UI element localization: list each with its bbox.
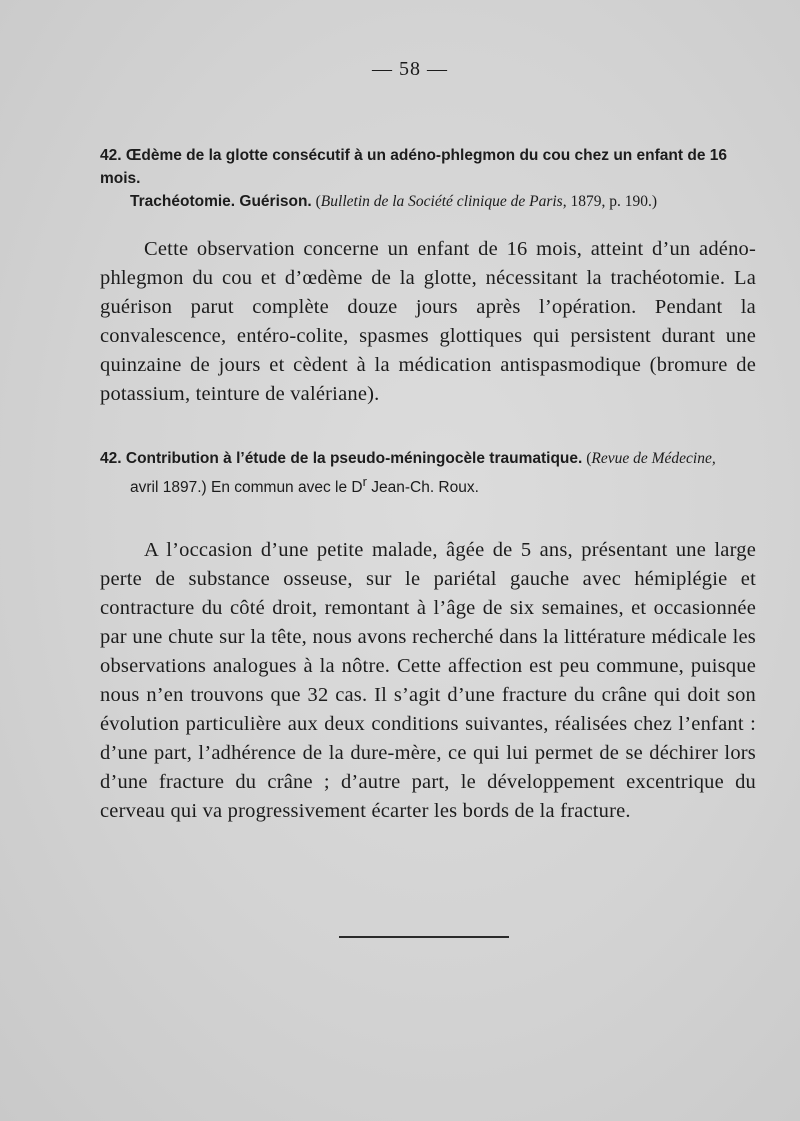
- reference-journal: Revue de Médecine,: [591, 450, 716, 467]
- entry-line-2: [100, 190, 755, 213]
- entry-line-2: [100, 470, 755, 499]
- reference-journal: Bulletin de la Société clinique de Paris: [320, 193, 563, 210]
- end-rule: [339, 936, 509, 938]
- summary-paragraph-1: Cette observation concerne un enfant de 16 mois, atteint d’un adéno-phlegmon du cou et d’œdème de la glotte, nécessitant la trachéotomie. La guérison parut complète douze jours après l’opération. Pendant la convalescence, entéro-colite, spasmes glottiques qui persistent durant une quinzaine de jours et cèdent à la médication antispasmodique (bromure de potassium, teinture de valériane).: [100, 237, 756, 405]
- reference-open: (: [582, 450, 592, 467]
- entry-title-continued: Trachéotomie. Guérison.: [130, 193, 312, 210]
- entry-title: Contribution à l’étude de la pseudo-méningocèle traumatique.: [125, 450, 583, 467]
- doctor-superscript: r: [362, 474, 367, 489]
- reference-details: avril 1897.) En commun avec le D: [130, 479, 363, 497]
- page-number: — 58 —: [372, 58, 448, 80]
- entry-title: Œdème de la glotte consécutif à un adéno-phlegmon du cou chez un enfant de 16 mois.: [100, 147, 727, 187]
- reference-open: (: [311, 193, 321, 210]
- summary-paragraph-2: A l’occasion d’une petite malade, âgée de 5 ans, présentant une large perte de substance osseuse, sur le pariétal gauche avec hémiplégie et contracture du côté droit, remontant à l’âge de six semaines, et occasionnée par une chute sur la tête, nous avons recherché dans la littérature médicale les observations analogues à la nôtre. Cette affection est peu commune, puisque nous n’en trouvons que 32 cas. Il s’agit d’une fracture du crâne qui doit son évolution particulière aux deux conditions suivantes, réalisées chez l’enfant : d’une part, l’adhérence de la dure-mère, ce qui lui permet de se déchirer lors d’une fracture du crâne ; d’autre part, le développement excentrique du cerveau qui va progressivement écarter les bords de la fracture.: [100, 538, 756, 822]
- bibliography-entry-1: [100, 144, 755, 213]
- co-author: Jean-Ch. Roux.: [366, 479, 479, 497]
- entry-number: 42.: [100, 450, 122, 467]
- bibliography-entry-2: [100, 447, 755, 499]
- entry-number: 42.: [100, 147, 122, 164]
- reference-details: , 1879, p. 190.): [562, 193, 658, 210]
